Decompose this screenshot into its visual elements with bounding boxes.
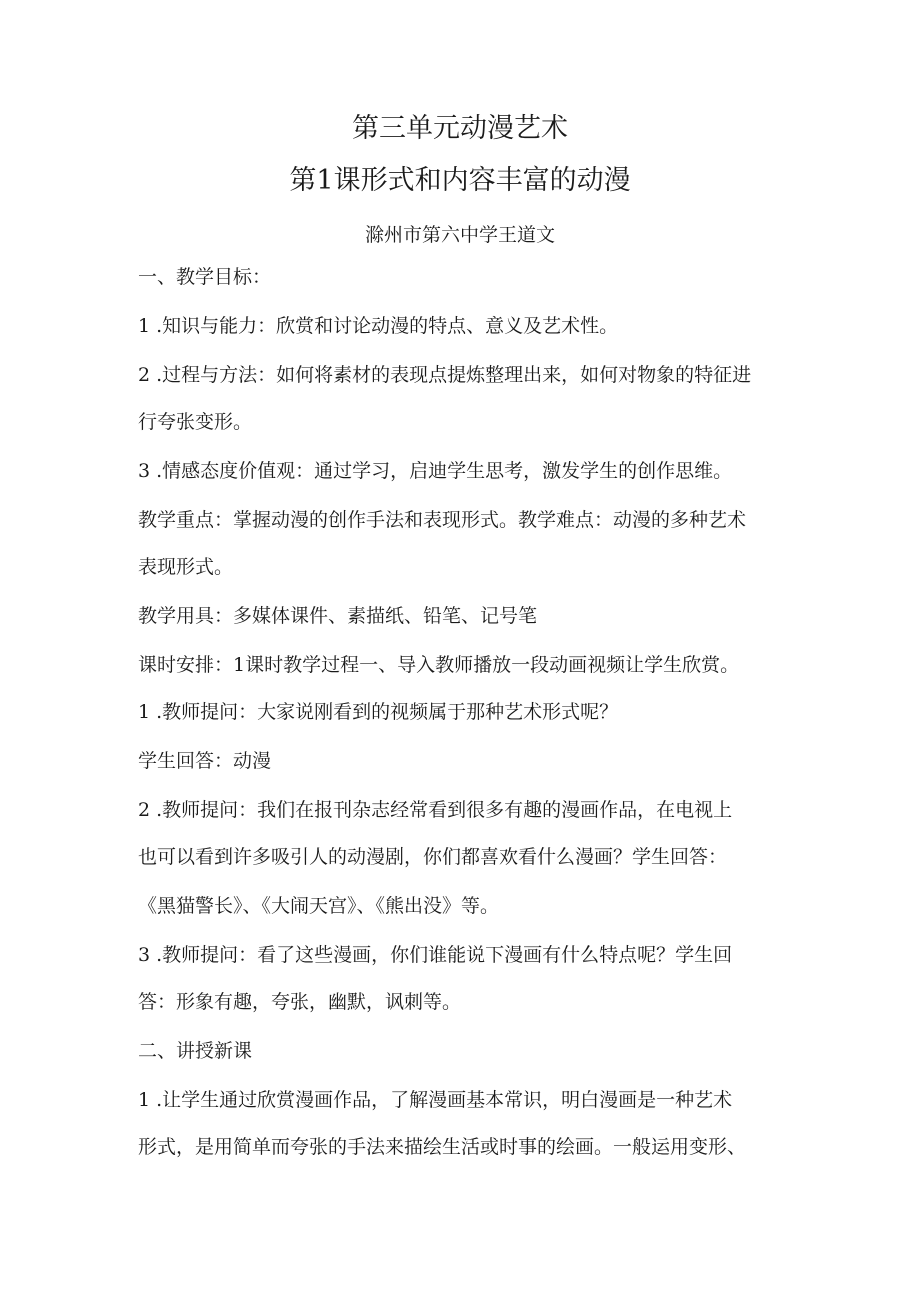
paragraph-line: 答：形象有趣，夸张，幽默，讽刺等。 <box>138 991 462 1013</box>
paragraph-line: 也可以看到许多吸引人的动漫剧，你们都喜欢看什么漫画？学生回答： <box>138 846 728 868</box>
paragraph-line: 课时安排：1课时教学过程一、导入教师播放一段动画视频让学生欣赏。 <box>138 654 740 676</box>
paragraph-line: 3 .情感态度价值观：通过学习，启迪学生思考，激发学生的创作思维。 <box>138 460 733 482</box>
paragraph-line: 行夸张变形。 <box>138 411 253 433</box>
paragraph-line: 教学用具：多媒体课件、素描纸、铅笔、记号笔 <box>138 605 538 627</box>
paragraph-line: 2 .过程与方法：如何将素材的表现点提炼整理出来，如何对物象的特征进 <box>138 364 752 386</box>
lesson-title: 第1课形式和内容丰富的动漫 <box>289 165 631 196</box>
section-heading-new-lesson: 二、讲授新课 <box>138 1040 253 1062</box>
paragraph-line: 1 .让学生通过欣赏漫画作品，了解漫画基本常识，明白漫画是一种艺术 <box>138 1089 733 1111</box>
paragraph-line: 1 .教师提问：大家说刚看到的视频属于那种艺术形式呢？ <box>138 701 619 723</box>
paragraph-line: 2 .教师提问：我们在报刊杂志经常看到很多有趣的漫画作品，在电视上 <box>138 799 733 821</box>
paragraph-line: 《黑猫警长》、《大闹天宫》、《熊出没》等。 <box>138 895 500 917</box>
section-heading-objectives: 一、教学目标： <box>138 266 272 288</box>
paragraph-line: 教学重点：掌握动漫的创作手法和表现形式。教学难点：动漫的多种艺术 <box>138 509 747 531</box>
paragraph-line: 3 .教师提问：看了这些漫画，你们谁能说下漫画有什么特点呢？学生回 <box>138 944 733 966</box>
author-line: 滁州市第六中学王道文 <box>364 224 555 246</box>
paragraph-line: 表现形式。 <box>138 556 234 578</box>
paragraph-line: 学生回答：动漫 <box>138 750 272 772</box>
paragraph-line: 形式，是用简单而夸张的手法来描绘生活或时事的绘画。一般运用变形、 <box>138 1136 747 1158</box>
paragraph-line: 1 .知识与能力：欣赏和讨论动漫的特点、意义及艺术性。 <box>138 315 619 337</box>
unit-title: 第三单元动漫艺术 <box>352 113 568 144</box>
